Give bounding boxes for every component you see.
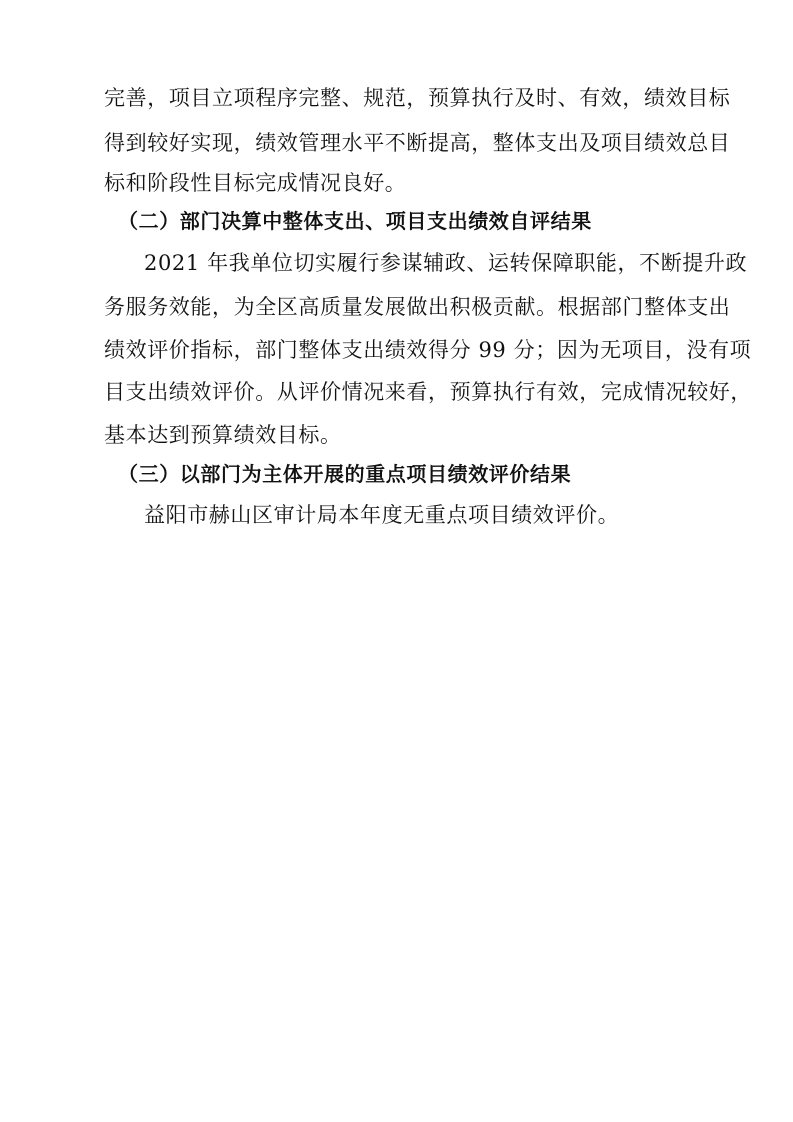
paragraph-line: 务服务效能，为全区高质量发展做出积极贡献。根据部门整体支出 bbox=[104, 295, 731, 319]
section-heading-3: （三）以部门为主体开展的重点项目绩效评价结果 bbox=[118, 462, 572, 486]
paragraph-line: 完善，项目立项程序完整、规范，预算执行及时、有效，绩效目标 bbox=[104, 86, 731, 110]
paragraph-line: 基本达到预算绩效目标。 bbox=[104, 423, 342, 447]
paragraph-line: 得到较好实现，绩效管理水平不断提高，整体支出及项目绩效总目 bbox=[104, 131, 731, 155]
paragraph-line: 益阳市赫山区审计局本年度无重点项目绩效评价。 bbox=[144, 503, 620, 527]
paragraph-line: 目支出绩效评价。从评价情况来看，预算执行有效，完成情况较好， bbox=[104, 380, 752, 404]
paragraph-line: 2021 年我单位切实履行参谋辅政、运转保障职能，不断提升政 bbox=[144, 251, 748, 275]
section-heading-2: （二）部门决算中整体支出、项目支出绩效自评结果 bbox=[118, 209, 592, 233]
paragraph-line: 绩效评价指标，部门整体支出绩效得分 99 分；因为无项目，没有项 bbox=[104, 338, 752, 362]
paragraph-line: 标和阶段性目标完成情况良好。 bbox=[104, 171, 407, 195]
